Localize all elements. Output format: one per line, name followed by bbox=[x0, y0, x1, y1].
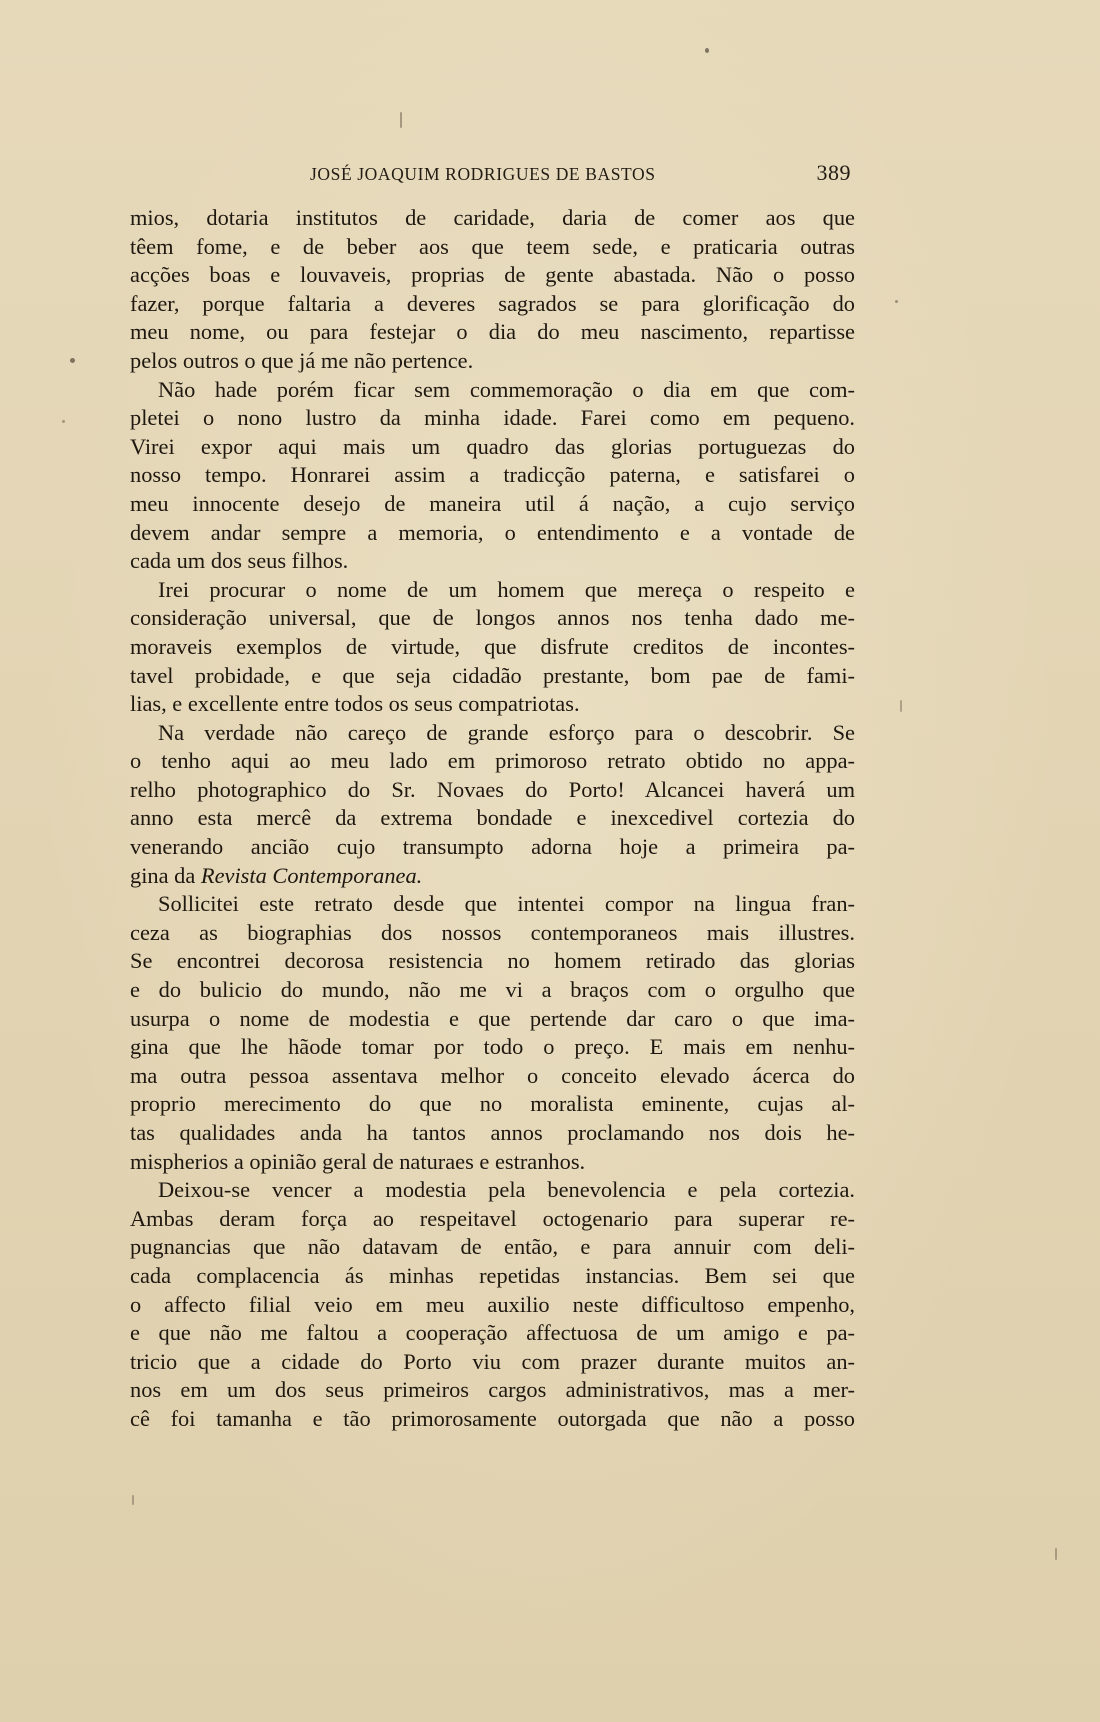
text-line: moraveis exemplos de virtude, que disfrute creditos de incontes- bbox=[130, 633, 855, 659]
text-line: Sollicitei este retrato desde que intentei compor na lingua fran- bbox=[158, 891, 855, 917]
text-line: devem andar sempre a memoria, o entendimento e a vontade de bbox=[130, 519, 855, 545]
text-line: cada complacencia ás minhas repetidas instancias. Bem sei que bbox=[130, 1262, 855, 1288]
text-line: têem fome, e de beber aos que teem sede, e praticaria outras bbox=[130, 233, 855, 259]
text-line: fazer, porque faltaria a deveres sagrados se para glorificação do bbox=[130, 290, 855, 316]
ink-speck bbox=[895, 300, 898, 303]
text-line: acções boas e louvaveis, proprias de gente abastada. Não o posso bbox=[130, 262, 855, 288]
text-line: venerando ancião cujo transumpto adorna hoje a primeira pa- bbox=[130, 834, 855, 860]
text-line: pelos outros o que já me não pertence. bbox=[130, 347, 474, 373]
text-line: pugnancias que não datavam de então, e para annuir com deli- bbox=[130, 1234, 855, 1260]
ink-speck bbox=[132, 1495, 134, 1505]
ink-speck bbox=[1055, 1548, 1057, 1560]
text-line: lias, e excellente entre todos os seus compatriotas. bbox=[130, 691, 580, 717]
text-line: Deixou-se vencer a modestia pela benevolencia e pela cortezia. bbox=[158, 1177, 855, 1203]
text-fragment: gina da bbox=[130, 862, 196, 888]
running-title: JOSÉ JOAQUIM RODRIGUES DE BASTOS bbox=[310, 164, 656, 184]
ink-speck bbox=[705, 48, 709, 53]
text-line: Virei expor aqui mais um quadro das glorias portuguezas do bbox=[130, 433, 855, 459]
text-line: Na verdade não careço de grande esforço para o descobrir. Se bbox=[158, 719, 855, 745]
text-line: o affecto filial veio em meu auxilio neste difficultoso empenho, bbox=[130, 1291, 855, 1317]
text-line: tas qualidades anda ha tantos annos proclamando nos dois he- bbox=[130, 1120, 855, 1145]
text-line: cê foi tamanha e tão primorosamente outorgada que não a posso bbox=[130, 1405, 855, 1431]
text-line: ceza as biographias dos nossos contemporaneos mais illustres. bbox=[130, 919, 855, 945]
text-line: e que não me faltou a cooperação affectuosa de um amigo e pa- bbox=[130, 1320, 855, 1346]
text-line: nos em um dos seus primeiros cargos administrativos, mas a mer- bbox=[130, 1377, 855, 1403]
page-number: 389 bbox=[816, 160, 851, 185]
text-line: tricio que a cidade do Porto viu com prazer durante muitos an- bbox=[130, 1348, 855, 1374]
text-line: mispherios a opinião geral de naturaes e estranhos. bbox=[130, 1148, 586, 1174]
ink-speck bbox=[62, 420, 65, 423]
text-line: o tenho aqui ao meu lado em primoroso retrato obtido no appa- bbox=[130, 748, 855, 774]
text-line-with-title bbox=[130, 862, 855, 891]
text-line: Se encontrei decorosa resistencia no homem retirado das glorias bbox=[130, 948, 855, 974]
text-line: mios, dotaria institutos de caridade, daria de comer aos que bbox=[130, 205, 855, 230]
text-line: Não hade porém ficar sem commemoração o dia em que com- bbox=[158, 376, 855, 402]
text-line: cada um dos seus filhos. bbox=[130, 548, 349, 574]
text-line: ma outra pessoa assentava melhor o conceito elevado ácerca do bbox=[130, 1062, 855, 1088]
text-line: meu innocente desejo de maneira util á nação, a cujo serviço bbox=[130, 490, 855, 516]
text-line: usurpa o nome de modestia e que pertende dar caro o que ima- bbox=[130, 1005, 855, 1031]
text-line: gina que lhe hãode tomar por todo o preço. E mais em nenhu- bbox=[130, 1034, 855, 1060]
ink-speck bbox=[70, 358, 75, 363]
ink-speck bbox=[400, 112, 402, 128]
journal-title: Revista Contemporanea. bbox=[200, 862, 423, 888]
body-text bbox=[130, 204, 855, 1434]
text-line: meu nome, ou para festejar o dia do meu nascimento, repartisse bbox=[130, 319, 855, 345]
text-line: anno esta mercê da extrema bondade e inexcedivel cortezia do bbox=[130, 805, 855, 831]
text-line: Irei procurar o nome de um homem que mereça o respeito e bbox=[158, 576, 855, 602]
text-line: e do bulicio do mundo, não me vi a braços com o orgulho que bbox=[130, 977, 855, 1003]
text-line: nosso tempo. Honrarei assim a tradicção paterna, e satisfarei o bbox=[130, 462, 855, 488]
page-header bbox=[130, 160, 855, 190]
ink-speck bbox=[900, 700, 902, 712]
text-line: relho photographico do Sr. Novaes do Porto! Alcancei haverá um bbox=[130, 776, 855, 802]
text-line: consideração universal, que de longos annos nos tenha dado me- bbox=[130, 605, 855, 631]
text-line: proprio merecimento do que no moralista eminente, cujas al- bbox=[130, 1091, 855, 1117]
text-line: pletei o nono lustro da minha idade. Farei como em pequeno. bbox=[130, 405, 855, 431]
text-line: tavel probidade, e que seja cidadão prestante, bom pae de fami- bbox=[130, 662, 855, 688]
text-line: Ambas deram força ao respeitavel octogenario para superar re- bbox=[130, 1205, 855, 1231]
